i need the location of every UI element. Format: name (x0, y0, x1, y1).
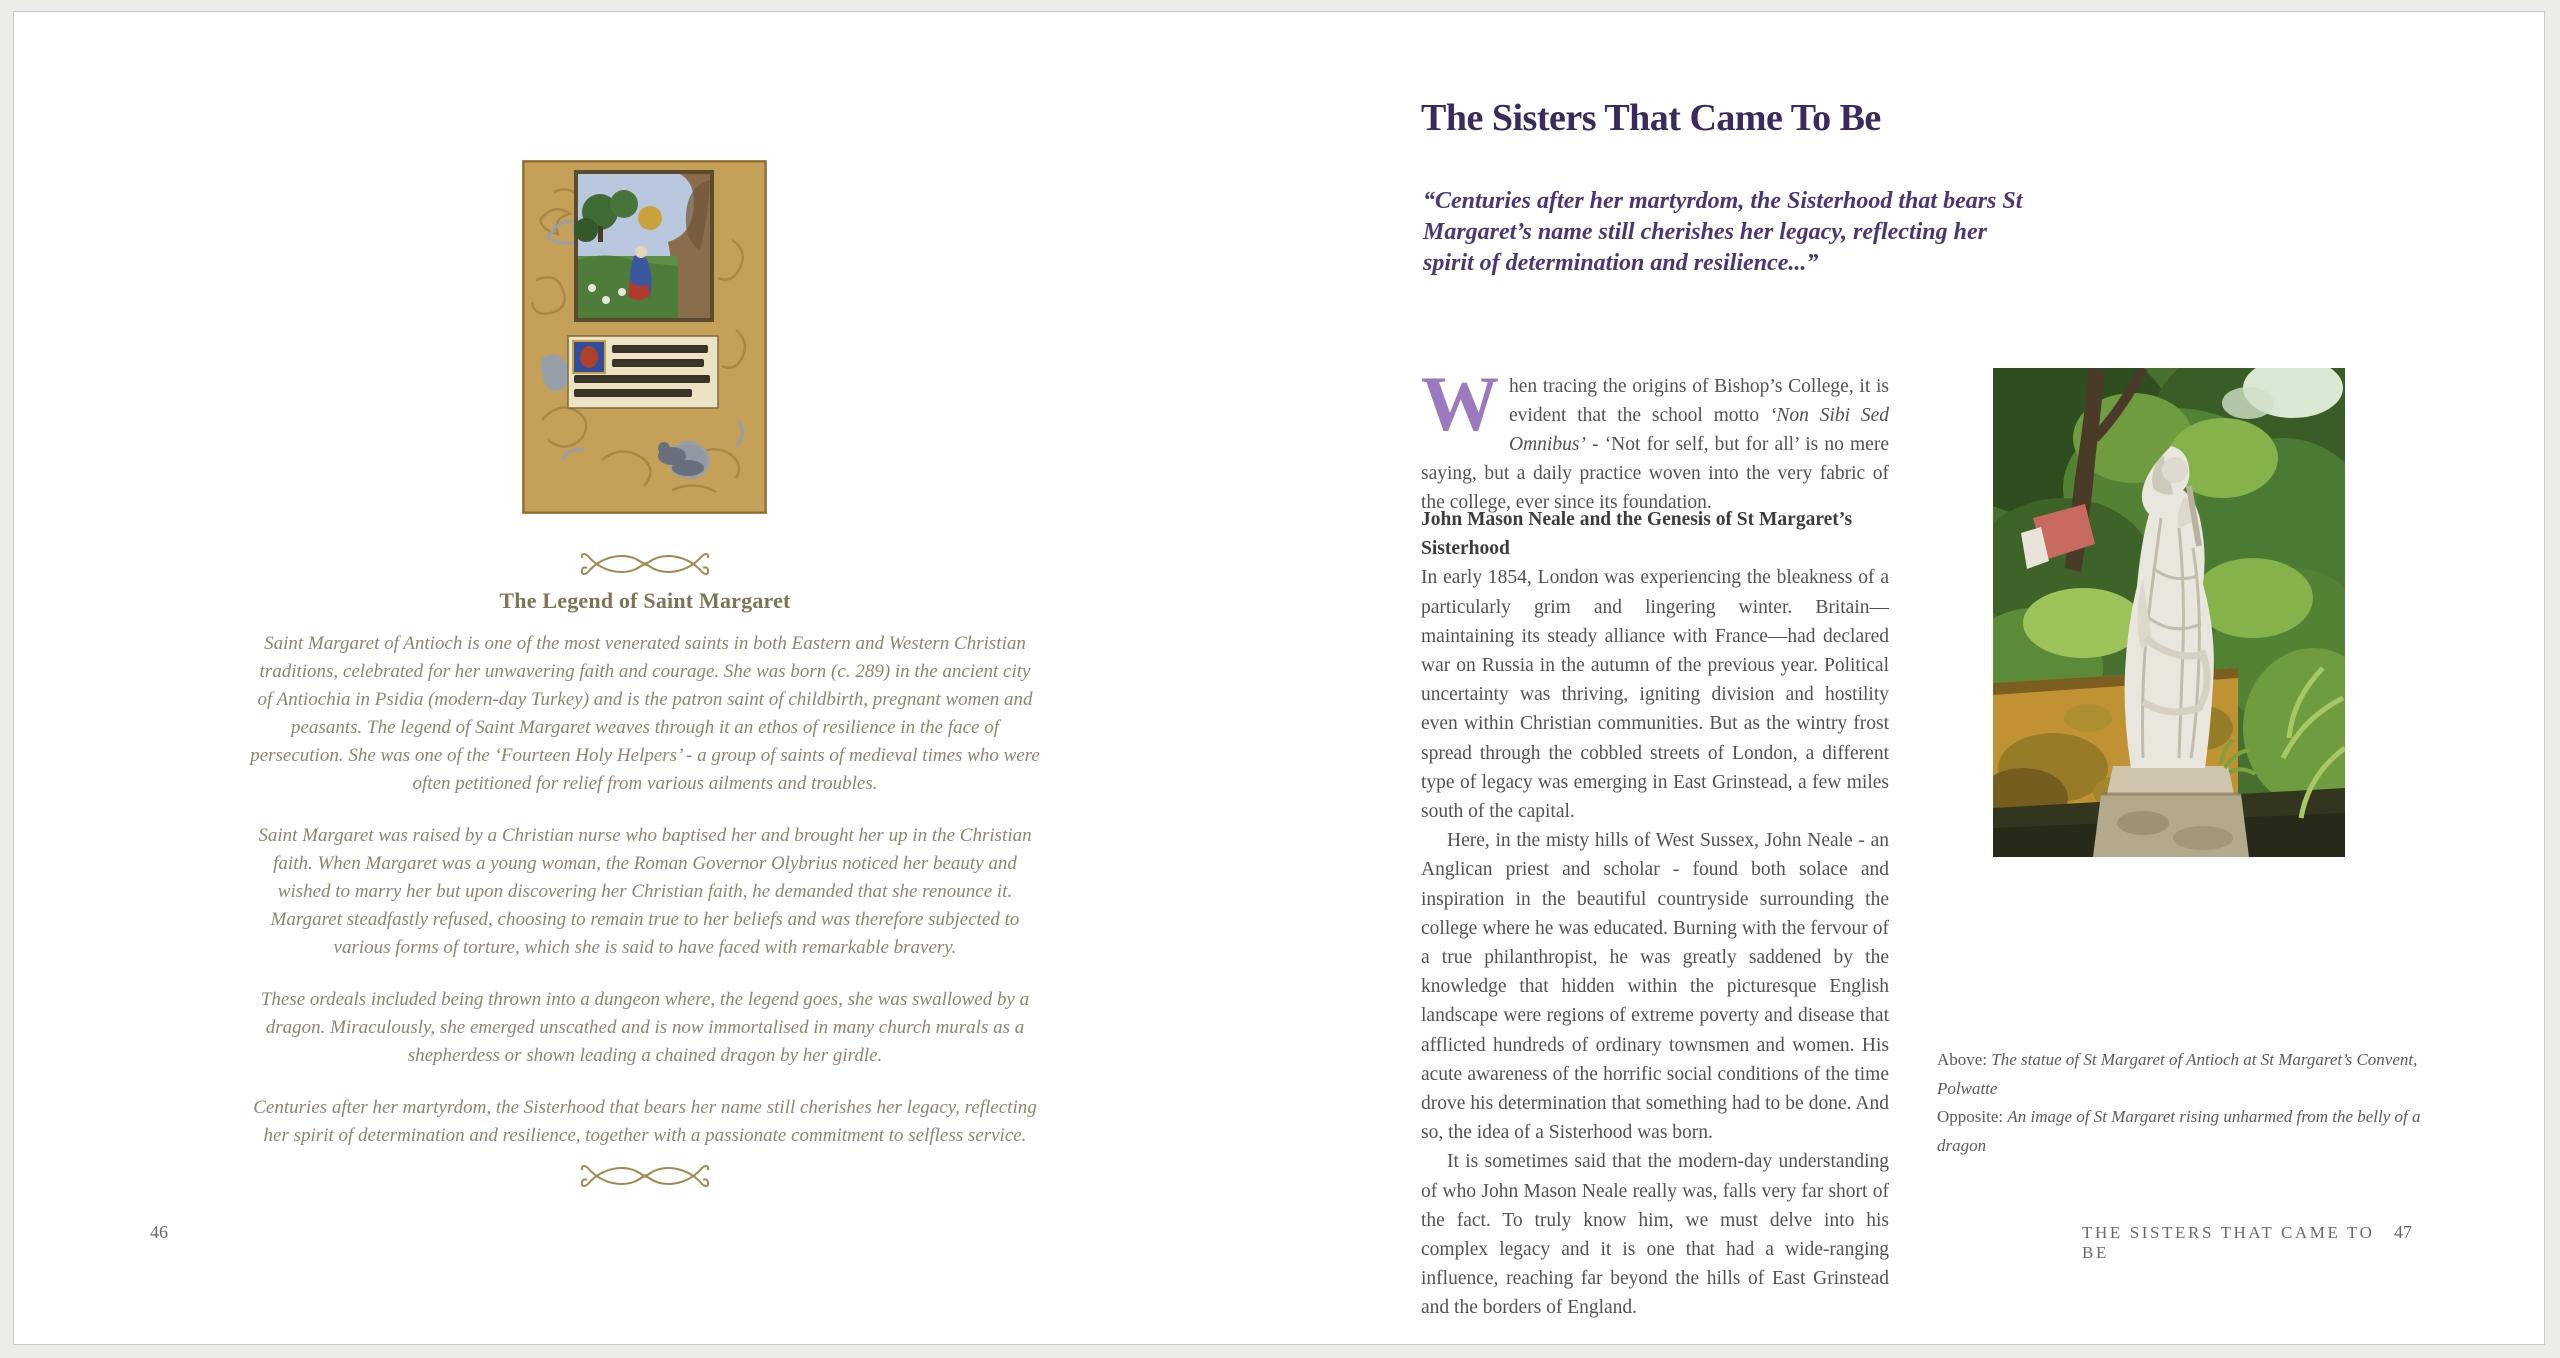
illuminated-manuscript-image (522, 160, 767, 514)
school-motto: ‘Non Sibi Sed Omnibus’ (1509, 404, 1890, 455)
caption-line (1937, 1103, 2423, 1160)
legend-section (250, 588, 1040, 1174)
caption-label: Opposite: (1937, 1107, 2008, 1126)
manuscript-illustration (522, 160, 767, 514)
legend-paragraphs (250, 630, 1040, 1150)
legend-heading: The Legend of Saint Margaret (499, 588, 791, 613)
chapter-quote: “Centuries after her martyrdom, the Sisterhood that bears St Margaret’s name still cherishes her legacy, reflecting her spirit of determination and resilience...” (1423, 188, 2023, 276)
statue-photo (1993, 368, 2345, 857)
chapter-title: The Sisters That Came To Be (1421, 97, 1881, 139)
body-paragraph: Here, in the misty hills of West Sussex, John Neale - an Anglican priest and scholar - found both solace and inspiration in the beautiful countryside surrounding the college where he was educated. Burning with the fervour of a true philanthropist, he was greatly saddened by the knowledge that hidden within the picturesque English landscape were regions of extreme poverty and disease that afflicted hundreds of ordinary townsmen and women. His acute awareness of the horrific social conditions of the time drove his determination that something had to be done. And so, the idea of a Sisterhood was born. (1421, 830, 1889, 1144)
body-paragraphs (1421, 563, 1889, 1322)
caption-label: Above: (1937, 1050, 1992, 1069)
intro-text-2: - ‘Not for self, but for all’ is no mere saying, but a daily practice woven into the very fabric of the college, ever since its foundation. (1421, 433, 1889, 513)
caption-line (1937, 1046, 2423, 1103)
legend-paragraph: These ordeals included being thrown into a dungeon where, the legend goes, she was swallowed by a dragon. Miraculously, she emerged unscathed and is now immortalised in many church murals as a shepherdess or shown leading a chained dragon by her girdle. (260, 989, 1030, 1066)
page-number-right: 47 (2394, 1222, 2412, 1242)
section-subheading: John Mason Neale and the Genesis of St Margaret’s Sisterhood (1421, 509, 1853, 560)
caption-text: The statue of St Margaret of Antioch at St Margaret’s Convent, Polwatte (1937, 1050, 2418, 1098)
legend-paragraph: Saint Margaret of Antioch is one of the most venerated saints in both Eastern and Western Christian traditions, celebrated for her unwavering faith and courage. She was born (c. 289) in the ancient city of Antiochia in Psidia (modern-day Turkey) and is the patron saint of childbirth, pregnant women and peasants. The legend of Saint Margaret weaves through it an ethos of resilience in the face of persecution. She was one of the ‘Fourteen Holy Helpers’ - a group of saints of medieval times who were often petitioned for relief from various ailments and troubles. (250, 633, 1040, 794)
photo-captions (1937, 1046, 2423, 1160)
footer-right (2082, 1222, 2412, 1263)
running-title: THE SISTERS THAT CAME TO BE (2082, 1223, 2375, 1262)
legend-paragraph: Centuries after her martyrdom, the Sisterhood that bears her name still cherishes her legacy, reflecting her spirit of determination and resilience, together with a passionate commitment to selfless service. (253, 1097, 1037, 1146)
body-column (1421, 505, 1889, 1323)
intro-paragraph (1421, 359, 1890, 517)
statue-photo-illustration (1993, 368, 2345, 857)
divider-flourish-icon (577, 548, 713, 580)
divider-flourish-icon (577, 1160, 713, 1192)
intro-text-1: hen tracing the origins of Bishop’s College, it is evident that the school motto (1509, 375, 1889, 426)
body-paragraph: In early 1854, London was experiencing the bleakness of a particularly grim and lingering winter. Britain—maintaining its steady alliance with France—had declared war on Russia in the autumn of the previous year. Political uncertainty was thriving, igniting division and hostility even within Christian communities. But as the wintry frost spread through the cobbled streets of London, a different type of legacy was emerging in East Grinstead, a few miles south of the capital. (1421, 567, 1889, 823)
drop-cap: W (1421, 359, 1499, 447)
caption-text: An image of St Margaret rising unharmed from the belly of a dragon (1937, 1107, 2421, 1155)
legend-paragraph: Saint Margaret was raised by a Christian nurse who baptised her and brought her up in the Christian faith. When Margaret was a young woman, the Roman Governor Olybrius noticed her beauty and wished to marry her but upon discovering her Christian faith, he demanded that she renounce it. Margaret steadfastly refused, choosing to remain true to her beliefs and was therefore subjected to various forms of torture, which she is said to have faced with remarkable bravery. (258, 825, 1032, 958)
page-number-left: 46 (150, 1222, 168, 1242)
body-paragraph: It is sometimes said that the modern-day understanding of who John Mason Neale really was, falls very far short of the fact. To truly know him, we must delve into his complex legacy and it is one that had a wide-ranging influence, reaching far beyond the hills of East Grinstead and the borders of England. (1421, 1151, 1889, 1319)
